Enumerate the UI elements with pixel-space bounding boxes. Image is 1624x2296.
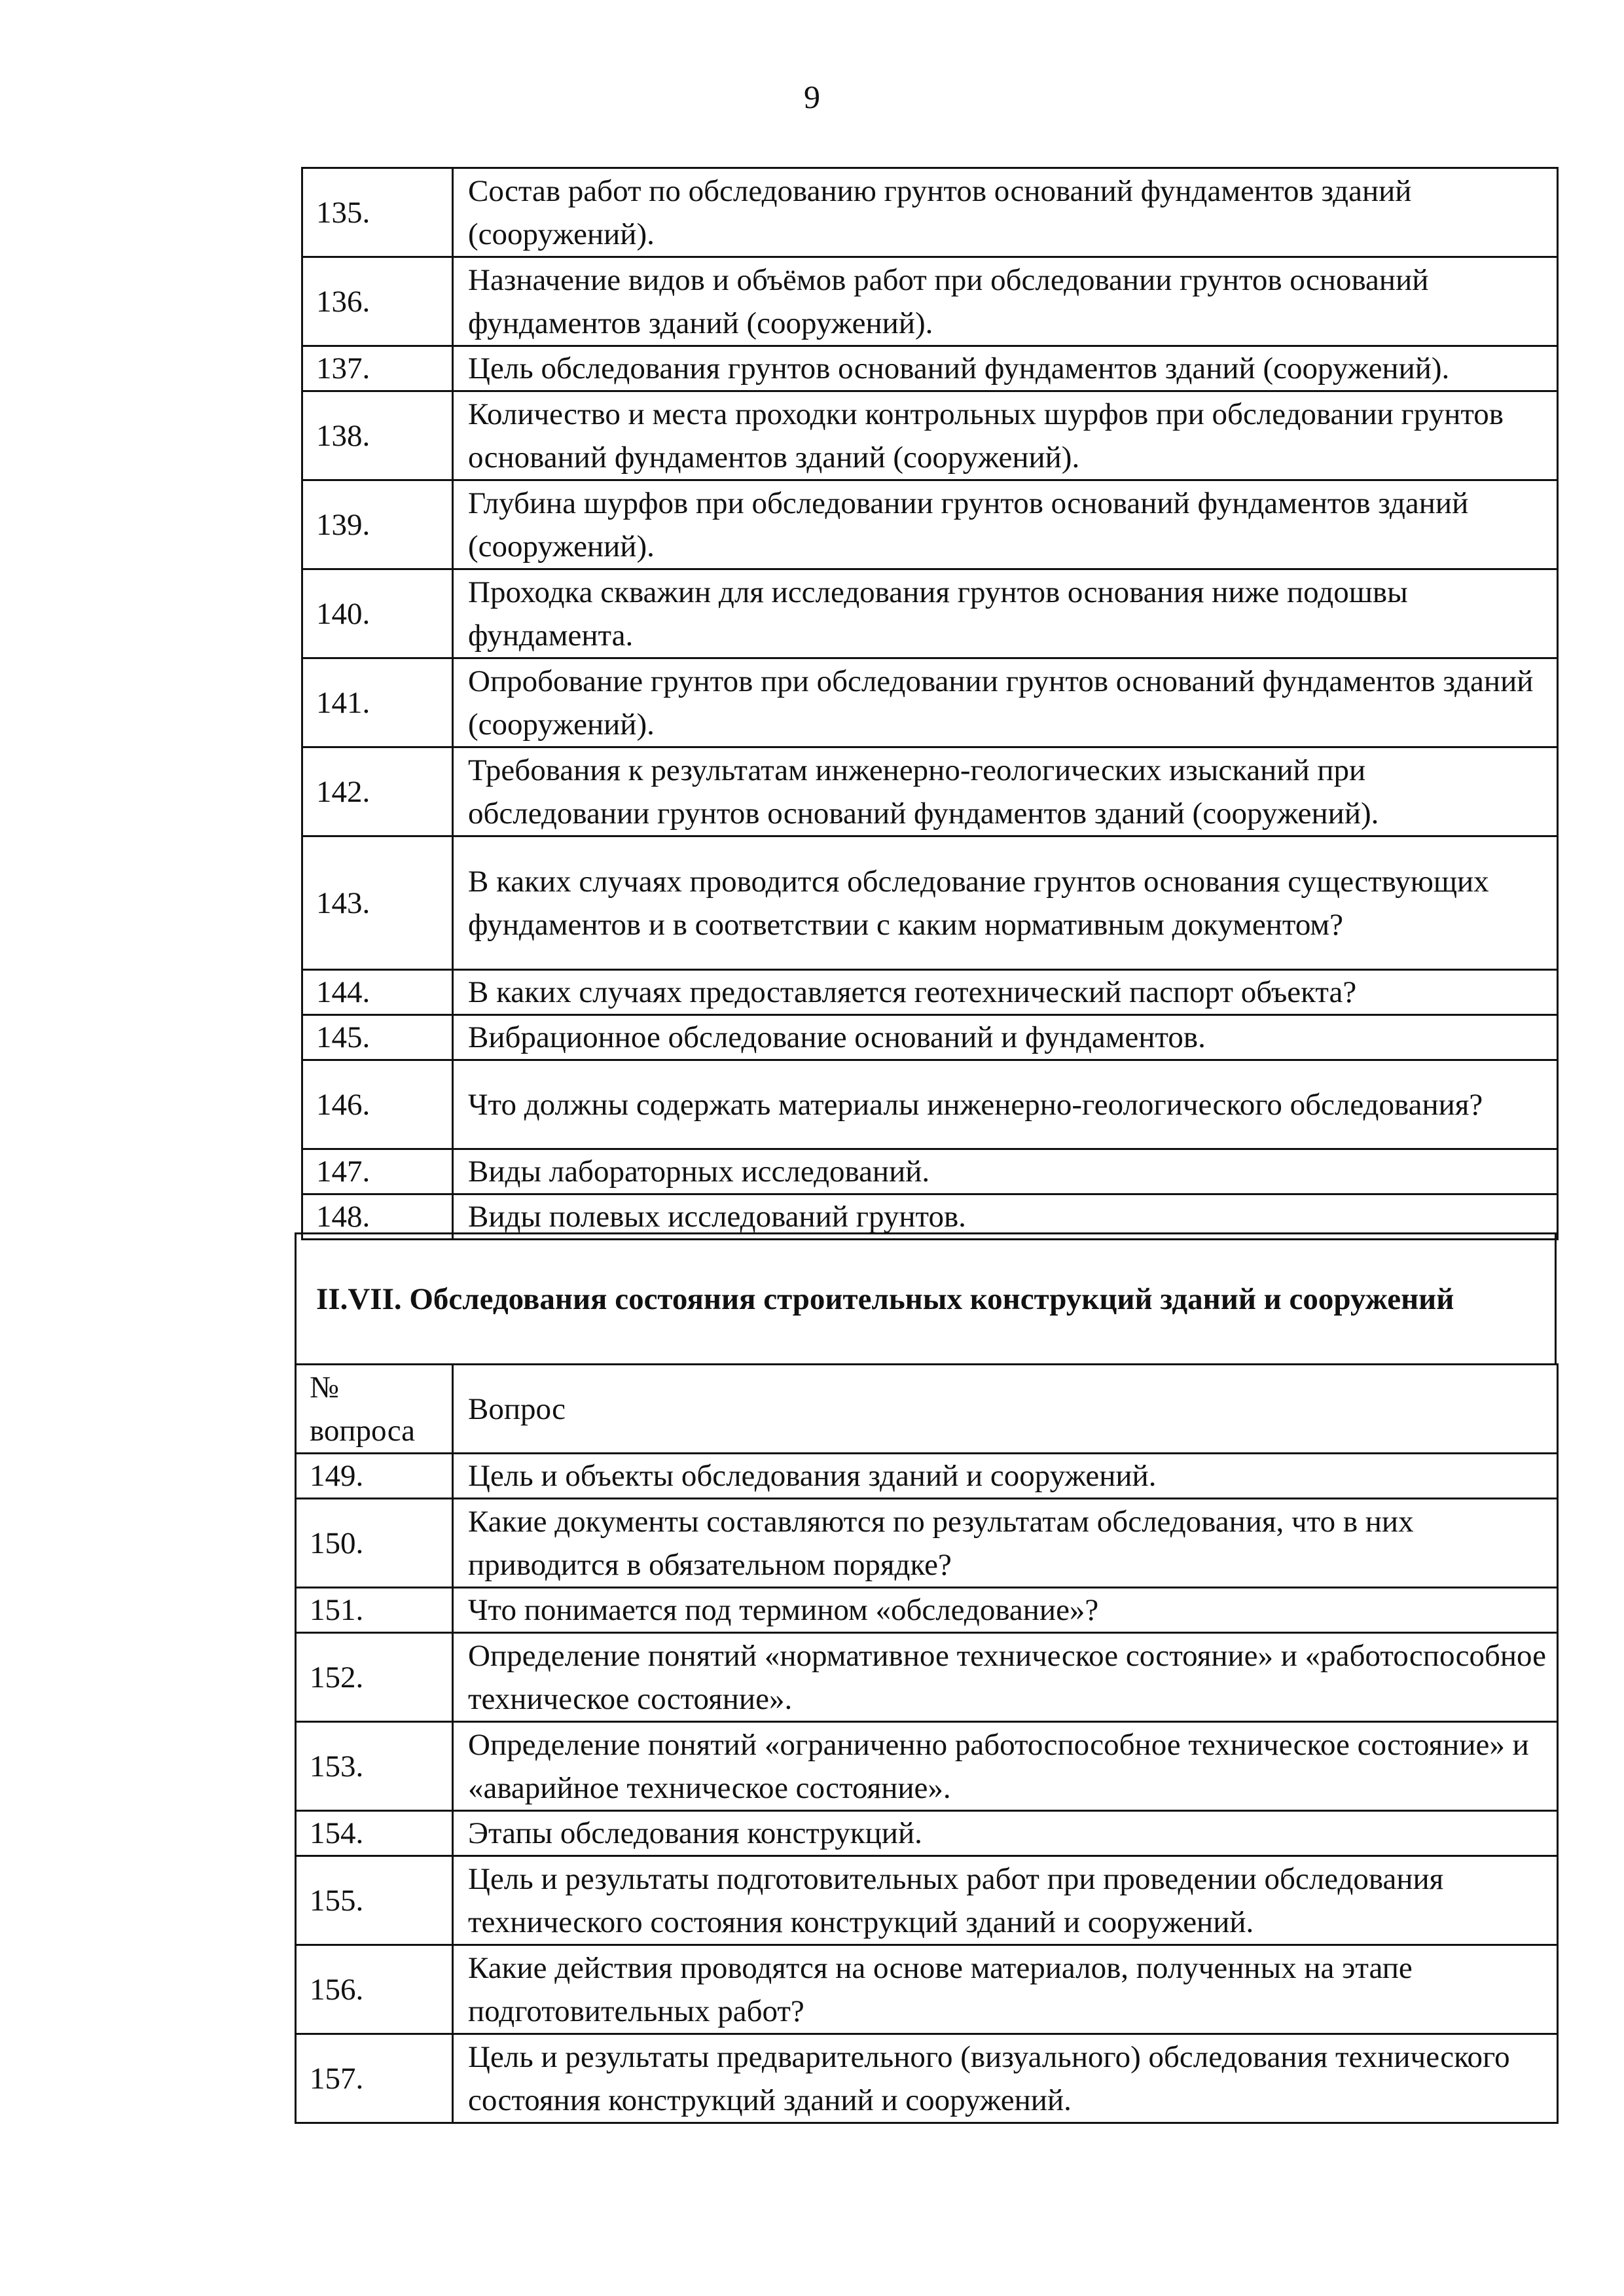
question-text: Цель и результаты предварительного (визуального) обследования технического состояния конструкций зданий и сооружений. <box>453 2034 1558 2123</box>
question-text: Определение понятий «ограниченно работоспособное техническое состояние» и «аварийное техническое состояние». <box>453 1722 1558 1811</box>
table-row <box>296 1722 1558 1811</box>
question-number: 142. <box>302 747 453 836</box>
question-text: Этапы обследования конструкций. <box>453 1811 1558 1856</box>
table-row <box>302 836 1558 970</box>
question-number: 150. <box>296 1499 453 1588</box>
table-row <box>296 1588 1558 1633</box>
table-row <box>302 747 1558 836</box>
question-text: Требования к результатам инженерно-геологических изысканий при обследовании грунтов оснований фундаментов зданий (сооружений). <box>453 747 1558 836</box>
column-header-number-symbol: № <box>310 1370 339 1405</box>
question-number: 143. <box>302 836 453 970</box>
question-number: 147. <box>302 1149 453 1194</box>
question-number: 156. <box>296 1945 453 2034</box>
table-row <box>296 1499 1558 1588</box>
page-number: 9 <box>804 79 820 115</box>
table-header-row <box>296 1365 1558 1454</box>
table-row <box>302 1060 1558 1149</box>
question-text: Количество и места проходки контрольных шурфов при обследовании грунтов оснований фундаментов зданий (сооружений). <box>453 391 1558 480</box>
questions-table-part2 <box>295 1363 1559 2124</box>
question-text: Цель и результаты подготовительных работ при проведении обследования технического состояния конструкций зданий и сооружений. <box>453 1856 1558 1945</box>
table-row <box>296 1811 1558 1856</box>
table-row <box>302 391 1558 480</box>
question-number: 149. <box>296 1454 453 1499</box>
table-row <box>302 480 1558 569</box>
question-number: 153. <box>296 1722 453 1811</box>
question-text: Состав работ по обследованию грунтов оснований фундаментов зданий (сооружений). <box>453 168 1558 257</box>
question-text: В каких случаях предоставляется геотехнический паспорт объекта? <box>453 970 1558 1015</box>
question-number: 139. <box>302 480 453 569</box>
question-text: В каких случаях проводится обследование грунтов основания существующих фундаментов и в соответствии с каким нормативным документом? <box>453 836 1558 970</box>
question-text: Вибрационное обследование оснований и фундаментов. <box>453 1015 1558 1060</box>
question-number: 144. <box>302 970 453 1015</box>
question-number: 148. <box>302 1194 453 1240</box>
table-row <box>302 346 1558 391</box>
question-text: Виды лабораторных исследований. <box>453 1149 1558 1194</box>
column-header-number <box>296 1365 453 1454</box>
question-text: Виды полевых исследований грунтов. <box>453 1194 1558 1240</box>
table-row <box>302 1015 1558 1060</box>
table-row <box>296 1454 1558 1499</box>
table-row <box>296 1856 1558 1945</box>
table-row <box>302 970 1558 1015</box>
question-number: 157. <box>296 2034 453 2123</box>
question-text: Цель обследования грунтов оснований фундаментов зданий (сооружений). <box>453 346 1558 391</box>
column-header-question: Вопрос <box>453 1365 1558 1454</box>
question-number: 136. <box>302 257 453 346</box>
question-text: Что понимается под термином «обследование»? <box>453 1588 1558 1633</box>
question-text: Что должны содержать материалы инженерно-геологического обследования? <box>453 1060 1558 1149</box>
question-text: Какие документы составляются по результатам обследования, что в них приводится в обязательном порядке? <box>453 1499 1558 1588</box>
questions-table-part1 <box>301 167 1559 1240</box>
section-title: II.VII. Обследования состояния строительных конструкций зданий и сооружений <box>316 1282 1454 1316</box>
question-number: 135. <box>302 168 453 257</box>
table-row <box>302 569 1558 658</box>
table-row <box>296 1945 1558 2034</box>
section-header <box>295 1232 1557 1363</box>
table-row <box>302 658 1558 747</box>
question-number: 155. <box>296 1856 453 1945</box>
column-header-number-word: вопроса <box>310 1413 415 1448</box>
question-number: 140. <box>302 569 453 658</box>
question-number: 152. <box>296 1633 453 1722</box>
table-row <box>296 1633 1558 1722</box>
table-row <box>302 1149 1558 1194</box>
question-number: 146. <box>302 1060 453 1149</box>
table-row <box>302 257 1558 346</box>
question-number: 154. <box>296 1811 453 1856</box>
question-number: 151. <box>296 1588 453 1633</box>
question-number: 137. <box>302 346 453 391</box>
question-text: Глубина шурфов при обследовании грунтов оснований фундаментов зданий (сооружений). <box>453 480 1558 569</box>
question-number: 138. <box>302 391 453 480</box>
question-number: 141. <box>302 658 453 747</box>
question-text: Опробование грунтов при обследовании грунтов оснований фундаментов зданий (сооружений). <box>453 658 1558 747</box>
question-text: Назначение видов и объёмов работ при обследовании грунтов оснований фундаментов зданий (сооружений). <box>453 257 1558 346</box>
question-text: Цель и объекты обследования зданий и сооружений. <box>453 1454 1558 1499</box>
question-number: 145. <box>302 1015 453 1060</box>
table-row <box>296 2034 1558 2123</box>
table-row <box>302 168 1558 257</box>
question-text: Проходка скважин для исследования грунтов основания ниже подошвы фундамента. <box>453 569 1558 658</box>
question-text: Какие действия проводятся на основе материалов, полученных на этапе подготовительных работ? <box>453 1945 1558 2034</box>
question-text: Определение понятий «нормативное техническое состояние» и «работоспособное техническое состояние». <box>453 1633 1558 1722</box>
